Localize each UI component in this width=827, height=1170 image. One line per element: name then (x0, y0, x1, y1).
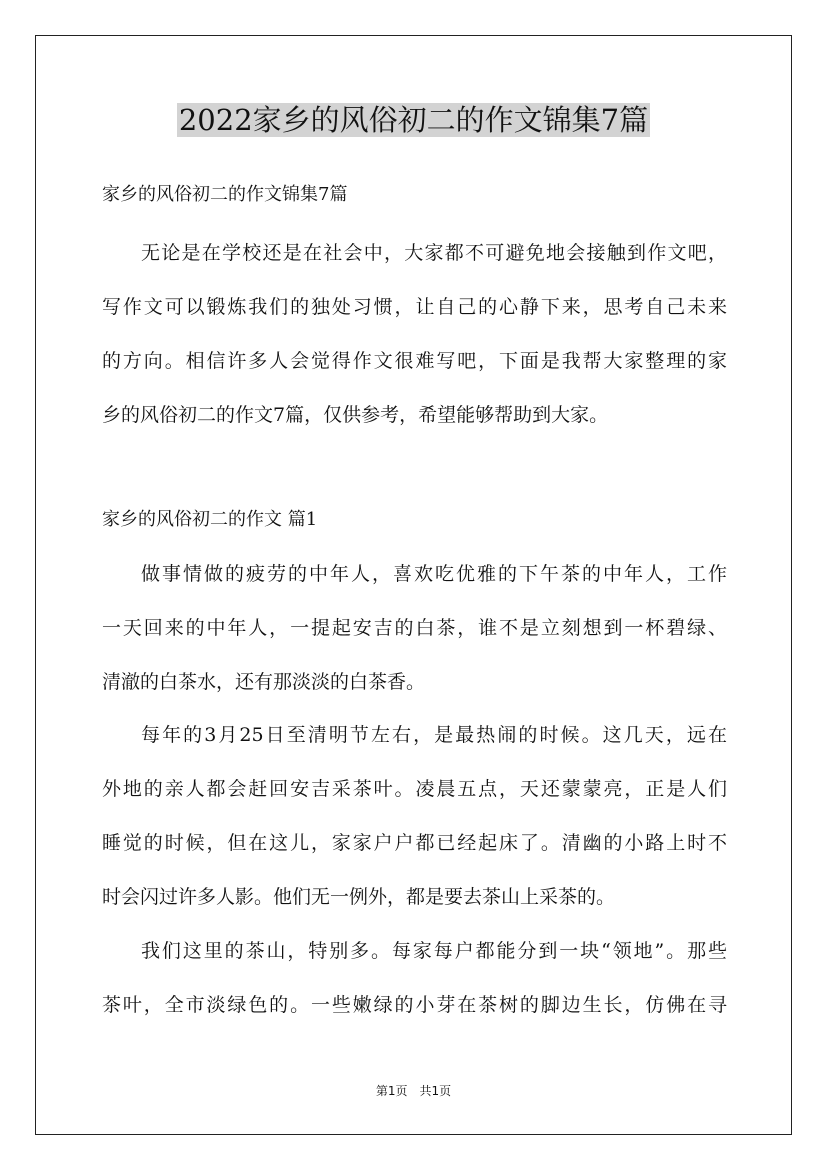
intro-paragraph (102, 226, 727, 442)
intro-line-3: 的方向。相信许多人会觉得作文很难写吧，下面是我帮大家整理的家 (102, 350, 727, 372)
section1-paragraph-1 (102, 547, 727, 709)
s1p2-line-2: 外地的亲人都会赶回安吉采茶叶。凌晨五点，天还蒙蒙亮，正是人们 (102, 778, 727, 800)
s1p1-line-1: 做事情做的疲劳的中年人，喜欢吃优雅的下午茶的中年人，工作 (141, 563, 727, 585)
section1-paragraph-3 (102, 924, 727, 1032)
document-title-text: 2022家乡的风俗初二的作文锦集7篇 (178, 103, 649, 137)
document-subtitle: 家乡的风俗初二的作文锦集7篇 (102, 184, 348, 205)
s1p1-line-2: 一天回来的中年人，一提起安吉的白茶，谁不是立刻想到一杯碧绿、 (102, 617, 727, 639)
intro-line-2: 写作文可以锻炼我们的独处习惯，让自己的心静下来，思考自己未来 (102, 296, 727, 318)
intro-line-1: 无论是在学校还是在社会中，大家都不可避免地会接触到作文吧， (141, 242, 727, 264)
section-heading-1: 家乡的风俗初二的作文 篇1 (102, 509, 318, 530)
intro-line-4: 乡的风俗初二的作文7篇，仅供参考，希望能够帮助到大家。 (102, 404, 609, 426)
s1p1-line-3: 清澈的白茶水，还有那淡淡的白茶香。 (102, 671, 426, 693)
s1p3-line-2: 茶叶，全市淡绿色的。一些嫩绿的小芽在茶树的脚边生长，仿佛在寻 (102, 994, 727, 1016)
document-title (0, 100, 827, 140)
page-number: 第1页 (375, 1084, 408, 1098)
s1p2-line-3: 睡觉的时候，但在这儿，家家户户都已经起床了。清幽的小路上时不 (102, 832, 727, 854)
s1p2-line-1: 每年的3月25日至清明节左右，是最热闹的时候。这几天，远在 (141, 724, 727, 746)
s1p3-line-1: 我们这里的茶山，特别多。每家每户都能分到一块“领地”。那些 (141, 940, 727, 962)
s1p2-line-4: 时会闪过许多人影。他们无一例外，都是要去茶山上采茶的。 (102, 886, 616, 908)
section1-paragraph-2 (102, 708, 727, 924)
page-footer (0, 1082, 827, 1099)
page-total: 共1页 (419, 1084, 452, 1098)
